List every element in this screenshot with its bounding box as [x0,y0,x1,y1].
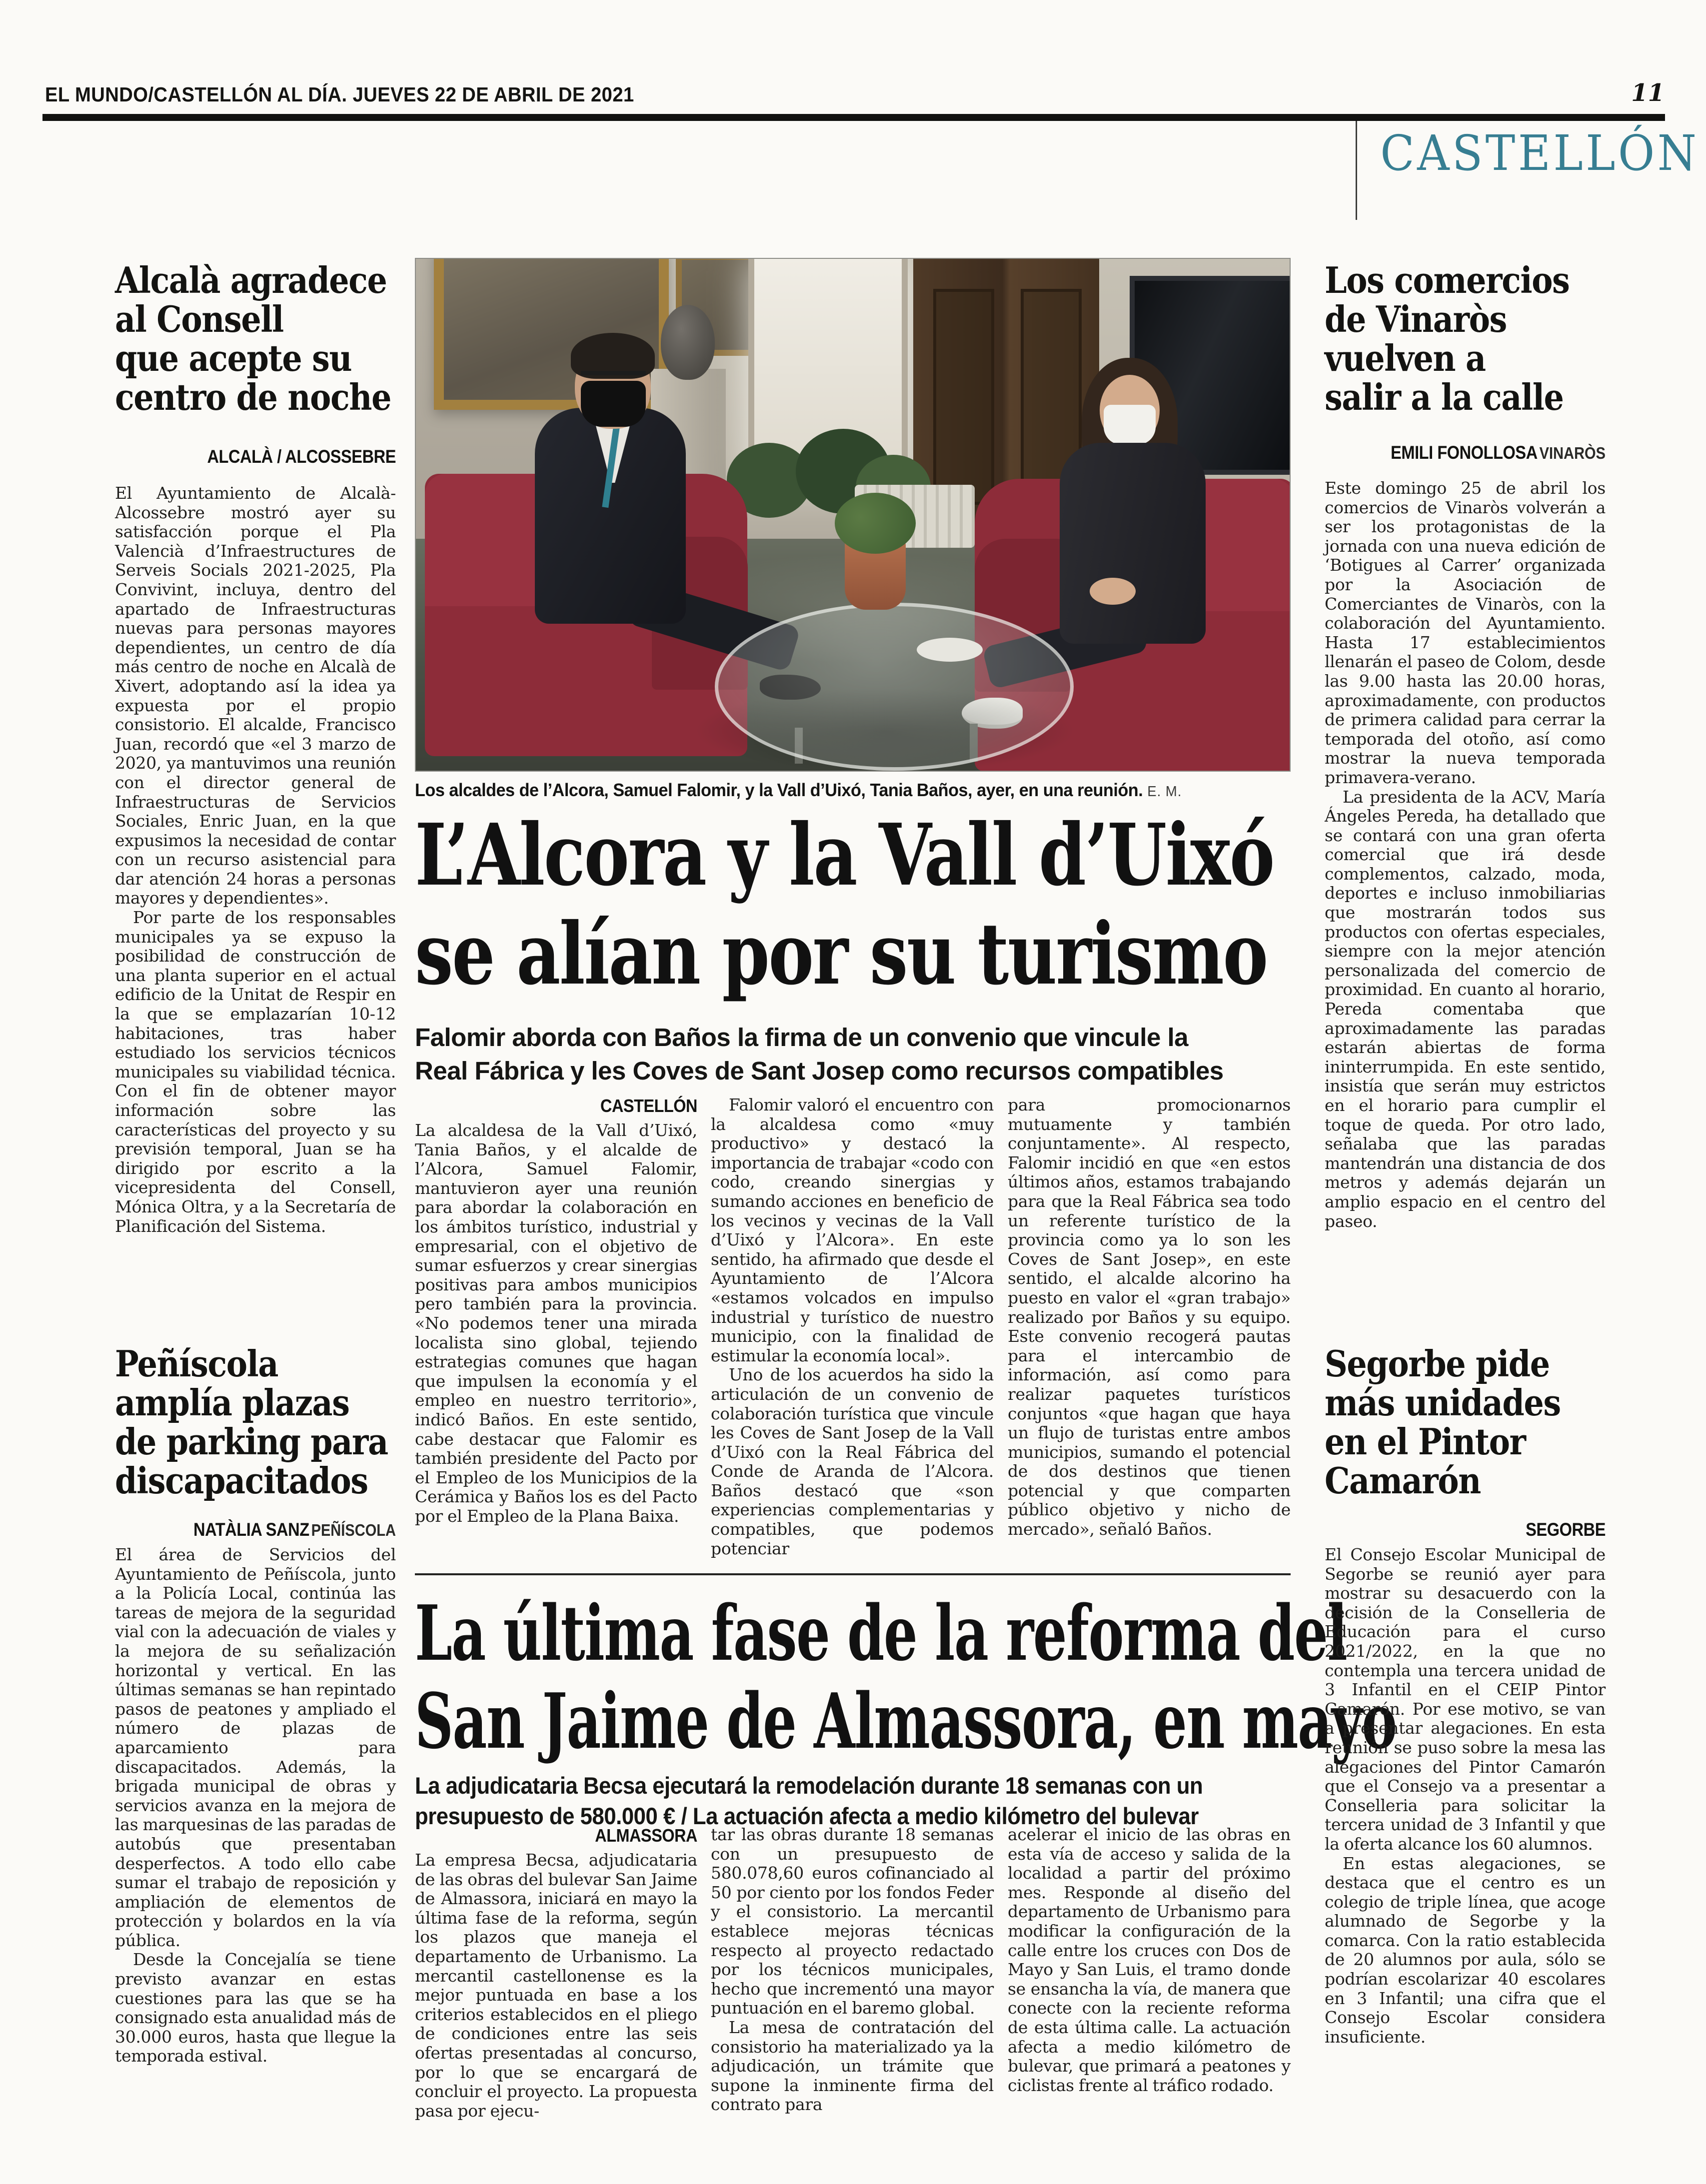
body-segorbe: El Consejo Escolar Municipal de Segorbe se reunió ayer para mostrar su desacuerdo con la decisión de la Conselleria de Educación para el curso 2021/2022, en la que no contempla una tercera unidad de 3 Infantil en el CEIP Pintor Camarón. Por ese motivo, se van a presentar alegaciones. En esta reunión se puso sobre la mesa las alegaciones del Pintor Camarón que el Consejo va a presentar a Conselleria para solicitar la tercera unidad de 3 Infantil y que la oferta alcance los 60 alumnos. En estas alegaciones, se destaca que el centro es un colegio de triple línea, que acoge alumnado de Segorbe y la comarca. Con la ratio establecida de 20 alumnos por aula, sólo se podrían escolarizar 40 escolares en 3 Infantil; una cifra que el Consejo Escolar considera insuficiente. [1325,1545,1606,2047]
photo-pot-plant [835,493,916,554]
body-peniscola: El área de Servicios del Ayuntamiento de Peñíscola, junto a la Policía Local, continúa las tareas de mejora de la seguridad vial con la adecuación de viales y la mejora de su señalización horizontal y vertical. En las últimas semanas se han repintado pasos de peatones y ampliado el número de plazas de aparcamiento para discapacitados. Además, la brigada municipal de obras y servicios avanza en la mejora de las marquesinas de las paradas de autobús que presentaban desperfectos. A todo ello cabe sumar el trabajo de reposición y ampliación de elementos de protección y bolardos en la vía pública. Desde la Concejalía se tiene previsto avanzar en estas cuestiones para las que se ha consignado esta anualidad más de 30.000 euros, hasta que llegue la temporada estival. [115,1545,396,2066]
dateline-main: CASTELLÓN [600,1095,697,1116]
headline-peniscola: Peñíscola amplía plazas de parking para discapacitados [115,1342,388,1502]
photo-credit: E. M. [1147,784,1182,800]
masthead: EL MUNDO/CASTELLÓN AL DÍA. JUEVES 22 DE ABRIL DE 2021 [45,83,634,106]
section-title: CASTELLÓN [1380,125,1700,181]
deck-almassora: La adjudicataria Becsa ejecutará la remodelación durante 18 semanas con un presupuesto de 580.000 € / La actuación afecta a medio kilómetro del bulevar [415,1772,1203,1829]
page-number: 11 [1631,79,1665,107]
byline-vinaros [1358,442,1606,463]
almassora-col2: tar las obras durante 18 semanas con un presupuesto de 580.078,60 euros cofinanciado al 50 por ciento por los fondos Feder y el consistorio. La mercantil establece mejoras técnicas respecto al proyecto redactado por los técnicos municipales, hecho que incrementó una mayor puntuación en el baremo global. La mesa de contratación del consistorio ha materializado ya la adjudicación, un trámite que supone la inminente firma del contrato para [711,1825,994,2115]
headline-almassora: La última fase de la reforma del San Jaime de Almassora, en mayo [415,1588,1397,1766]
headline-vinaros: Los comercios de Vinaròs vuelven a salir a la calle [1325,259,1570,418]
byline-peniscola-place: PEÑÍSCOLA [311,1521,396,1539]
almassora-col3: acelerar el inicio de las obras en esta vía de acceso y salida de la localidad a partir del próximo mes. Responde al diseño del departamento de Urbanismo para modificar la configuración de la calle entre los cruces con Dos de Mayo y San Luis, el tramo donde se ensancha la vía, de manera que conecte con la reciente reforma de esta última calle. La actuación afecta a medio kilómetro de bulevar, que primará a peatones y ciclistas frente al tráfico rodado. [1008,1825,1291,2095]
body-alcala: El Ayuntamiento de Alcalà-Alcossebre mostró ayer su satisfacción porque el Pla Valencià d’Infraestructures de Serveis Socials 2021-2025, Pla Convivint, incluya, dentro del apartado de Infraestructuras nuevas para personas mayores dependientes, un centro de día más centro de noche en Alcalà de Xivert, adoptando así la idea ya expuesta por el propio consistorio. El alcalde, Francisco Juan, recordó que «el 3 marzo de 2020, ya mantuvimos una reunión con el director general de Infraestructuras de Servicios Sociales, Enric Juan, en la que expusimos la necesidad de contar con un recurso asistencial para dar atención 24 horas a personas mayores y dependientes». Por parte de los responsables municipales ya se expuso la posibilidad de construcción de una planta superior en el actual edificio de la Unitat de Respir en la que se emplazarían 10-12 habitaciones, tras haber estudiado los servicios técnicos municipales su viabilidad técnica. Con el fin de obtener mayor información sobre las características del proyecto y su previsión temporal, Juan se ha dirigido por escrito a la vicepresidenta del Consell, Mónica Oltra, y a la Secretaría de Planificación del Sistema. [115,483,396,1236]
photo-mayor-banos [1060,443,1206,644]
almassora-col1 [415,1825,697,2121]
section-divider-line [1356,121,1357,220]
main-article-col2: Falomir valoró el encuentro con la alcaldesa como «muy productivo» y destacó la importancia de trabajar «codo con codo, creando sinergias y sumando acciones en beneficio de los vecinos y vecinas de la Vall d’Uixó y l’Alcora». En este sentido, ha afirmado que desde el Ayuntamiento de l’Alcora «estamos volcados en impulso industrial y turístico de nuestro municipio, con la finalidad de estimular la economía local». Uno de los acuerdos ha sido la articulación de un convenio de colaboración turística que vincule les Coves de Sant Josep de la Vall d’Uixó con la Real Fábrica del Conde de Aranda de l’Alcora. Baños destacó que «son experiencias complementarias y compatibles, que podemos potenciar [711,1095,994,1558]
photo-dish [917,638,983,662]
body-vinaros: Este domingo 25 de abril los comercios de Vinaròs volverán a ser los protagonistas de la jornada con una nueva edición de ‘Botigues al Carrer’ organizada por la Asociación de Comerciantes de Vinaròs, con la colaboración del Ayuntamiento. Hasta 17 establecimientos llenarán el paseo de Colom, desde las 9.00 hasta las 20.00 horas, aproximadamente, con productos de primera calidad para cerrar la temporada del otoño, así como mostrar la nueva temporada primavera-verano. La presidenta de la ACV, María Ángeles Pereda, ha detallado que se contará con una gran oferta comercial que irá desde complementos, calzado, moda, deportes e incluso inmobiliarias que mostrarán todos sus productos con ofertas especiales, siempre con la mejor atención personalizada del comercio de proximidad. En cuanto al horario, Pereda comentaba que aproximadamente las paradas estarán abiertas de forma ininterrumpida. En este sentido, insistía que serán muy estrictos en el horario para cumplir el toque de queda. Por otro lado, señalaba que las paradas mantendrán una distancia de dos metros y además dejarán un amplio espacio en el centro del paseo. [1325,478,1606,1231]
byline-vinaros-place: VINARÒS [1539,444,1606,462]
deck-main: Falomir aborda con Baños la firma de un convenio que vincule la Real Fábrica y les Coves de Sant Josep como recursos compatibles [415,1023,1224,1085]
dateline-alcala-text: ALCALÀ / ALCOSSEBRE [207,446,396,467]
headline-main: L’Alcora y la Vall d’Uixó se alían por su turismo [415,805,1274,1004]
byline-peniscola-name: NATÀLIA SANZ [193,1519,309,1540]
dateline-segorbe-text: SEGORBE [1526,1519,1606,1540]
byline-peniscola [148,1519,396,1540]
main-col1-text: La alcaldesa de la Vall d’Uixó, Tania Baños, y el alcalde de l’Alcora, Samuel Falomir, mantuvieron ayer una reunión para abordar la colaboración en los ámbitos turístico, industrial y empresarial, con el objetivo de sumar esfuerzos y crear sinergias positivas para ambos municipios pero también para la provincia. «No podemos tener una mirada localista sino global, tejiendo estrategias comunes que hagan que impulsen la economía y el empleo en nuestro territorio», indicó Baños. En este sentido, cabe destacar que Falomir es también presidente del Pacto por el Empleo de los Municipios de la Cerámica y Baños los es del Pacto por el Empleo de la Plana Baixa. [415,1120,697,1526]
header-rule [42,114,1665,121]
photo-caption-text: Los alcaldes de l’Alcora, Samuel Falomir, y la Vall d’Uixó, Tania Baños, ayer, en una reunión. [415,780,1143,800]
almassora-col1-text: La empresa Becsa, adjudicataria de las obras del bulevar San Jaime de Almassora, iniciará en mayo la última fase de la reforma, según los plazos que maneja el departamento de Urbanismo. La mercantil castellonense es la mejor puntuada en base a los criterios establecidos en el pliego de condiciones entre las seis ofertas presentadas al concurso, por lo que se encargará de concluir el proyecto. La propuesta pasa por ejecu- [415,1850,697,2121]
main-article-col1 [415,1095,697,1526]
article-divider-rule [415,1573,1291,1575]
dateline-segorbe [1358,1519,1606,1540]
meeting-photo [415,258,1291,772]
photo-caption [415,780,1247,801]
photo-mayor-falomir-mask [581,381,646,427]
photo-mayor-falomir-glasses [581,371,646,375]
photo-door-panel [933,289,994,505]
dateline-almassora: ALMASSORA [595,1825,697,1846]
photo-mayor-banos-mask [1104,405,1156,445]
photo-mayor-banos-hands [1090,578,1136,605]
dateline-alcala [148,446,396,467]
headline-segorbe: Segorbe pide más unidades en el Pintor Camarón [1325,1342,1561,1502]
photo-glass-table [715,603,1074,771]
byline-vinaros-name: EMILI FONOLLOSA [1391,442,1538,463]
photo-urn [661,305,715,380]
headline-alcala: Alcalà agradece al Consell que acepte su centro de noche [115,259,391,418]
main-article-col3: para promocionarnos mutuamente y también conjuntamente». Al respecto, Falomir incidió en que «en estos últimos años, estamos trabajando para que la Real Fábrica sea todo un referente turístico de la provincia como ya lo son les Coves de Sant Josep», en este sentido, el alcalde alcorino ha puesto en valor el «gran trabajo» realizado por Baños y su equipo. Este convenio recogerá pautas para el intercambio de información, así como para realizar paquetes turísticos conjuntos «que hagan que haya un flujo de turistas entre ambos municipios, sumando el potencial de dos destinos que tienen potencial y que comparten público objetivo y nicho de mercado», señaló Baños. [1008,1095,1291,1539]
